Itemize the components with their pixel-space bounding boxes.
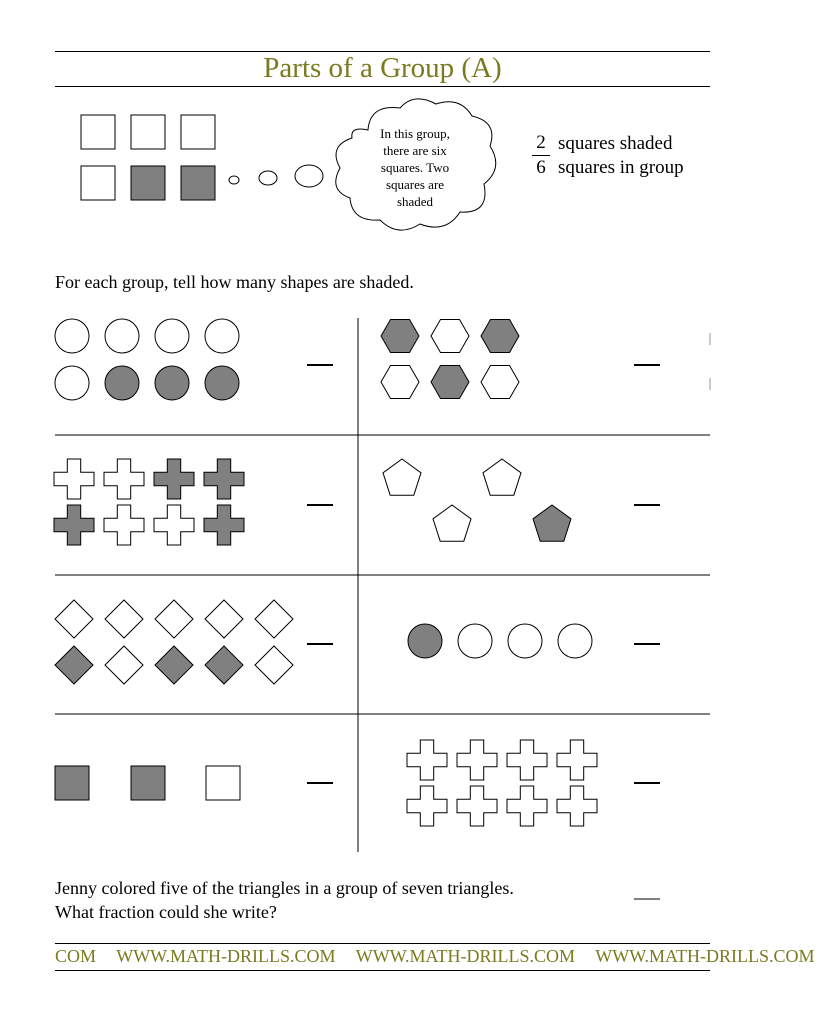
shaded-diamond (55, 646, 93, 684)
shaded-cross (154, 459, 194, 499)
thought-dot-small (229, 176, 239, 184)
footer-rule-top (55, 943, 710, 944)
unshaded-cross (54, 459, 94, 499)
unshaded-cross (154, 505, 194, 545)
unshaded-circle (155, 319, 189, 353)
shaded-circle (408, 624, 442, 658)
unshaded-pentagon (483, 459, 521, 495)
footer-text: COM (55, 946, 97, 966)
footer-rule-bottom (55, 970, 710, 971)
shaded-cross (204, 505, 244, 545)
unshaded-circle (105, 319, 139, 353)
shaded-cross (54, 505, 94, 545)
numerator-label: squares shaded (558, 133, 673, 154)
shaded-square (131, 166, 165, 200)
shaded-diamond (205, 646, 243, 684)
unshaded-square (206, 766, 240, 800)
shaded-square (55, 766, 89, 800)
thought-bubble-text (358, 125, 472, 210)
unshaded-cross (104, 505, 144, 545)
unshaded-pentagon (433, 505, 471, 541)
word-problem-line-1: Jenny colored five of the triangles in a group of seven triangles. (55, 878, 514, 898)
unshaded-diamond (255, 646, 293, 684)
unshaded-cross (407, 786, 447, 826)
unshaded-pentagon (383, 459, 421, 495)
unshaded-cross (407, 740, 447, 780)
shaded-cross (204, 459, 244, 499)
instructions: For each group, tell how many shapes are shaded. (55, 272, 414, 292)
shaded-diamond (155, 646, 193, 684)
unshaded-hexagon (381, 366, 419, 399)
word-problem-line-2: What fraction could she write? (55, 902, 277, 922)
unshaded-diamond (105, 646, 143, 684)
unshaded-square (131, 115, 165, 149)
shaded-square (181, 166, 215, 200)
fraction-denominator: 6 (536, 157, 546, 178)
unshaded-diamond (105, 600, 143, 638)
unshaded-cross (557, 786, 597, 826)
bubble-line: squares. Two (380, 160, 450, 175)
unshaded-circle (55, 319, 89, 353)
unshaded-cross (557, 740, 597, 780)
bubble-line: there are six (383, 143, 447, 158)
denominator-label: squares in group (558, 157, 684, 178)
unshaded-circle (55, 366, 89, 400)
unshaded-diamond (55, 600, 93, 638)
unshaded-cross (104, 459, 144, 499)
bubble-line: In this group, (380, 126, 450, 141)
shaded-circle (155, 366, 189, 400)
unshaded-hexagon (481, 366, 519, 399)
shaded-circle (105, 366, 139, 400)
shaded-hexagon (381, 320, 419, 353)
unshaded-square (81, 115, 115, 149)
footer-text: WWW.MATH-DRILLS.COM (116, 946, 336, 966)
bubble-line: shaded (396, 194, 434, 209)
unshaded-diamond (155, 600, 193, 638)
shaded-pentagon (533, 505, 571, 541)
footer-watermark (55, 946, 815, 968)
unshaded-circle (558, 624, 592, 658)
bubble-line: squares are (385, 177, 445, 192)
unshaded-square (181, 115, 215, 149)
unshaded-hexagon (431, 320, 469, 353)
unshaded-cross (507, 740, 547, 780)
unshaded-circle (205, 319, 239, 353)
shaded-circle (205, 366, 239, 400)
unshaded-cross (457, 740, 497, 780)
unshaded-circle (458, 624, 492, 658)
unshaded-circle (508, 624, 542, 658)
page-title: Parts of a Group (A) (263, 52, 502, 84)
unshaded-diamond (205, 600, 243, 638)
thought-dot-medium (259, 171, 277, 185)
shaded-square (131, 766, 165, 800)
unshaded-cross (457, 786, 497, 826)
unshaded-square (81, 166, 115, 200)
footer-text: WWW.MATH-DRILLS.COM (595, 946, 815, 966)
unshaded-diamond (255, 600, 293, 638)
shaded-hexagon (481, 320, 519, 353)
fraction-numerator: 2 (536, 132, 546, 153)
footer-text: WWW.MATH-DRILLS.COM (355, 946, 576, 966)
unshaded-cross (507, 786, 547, 826)
shaded-hexagon (431, 366, 469, 399)
thought-dot-large (295, 165, 323, 187)
